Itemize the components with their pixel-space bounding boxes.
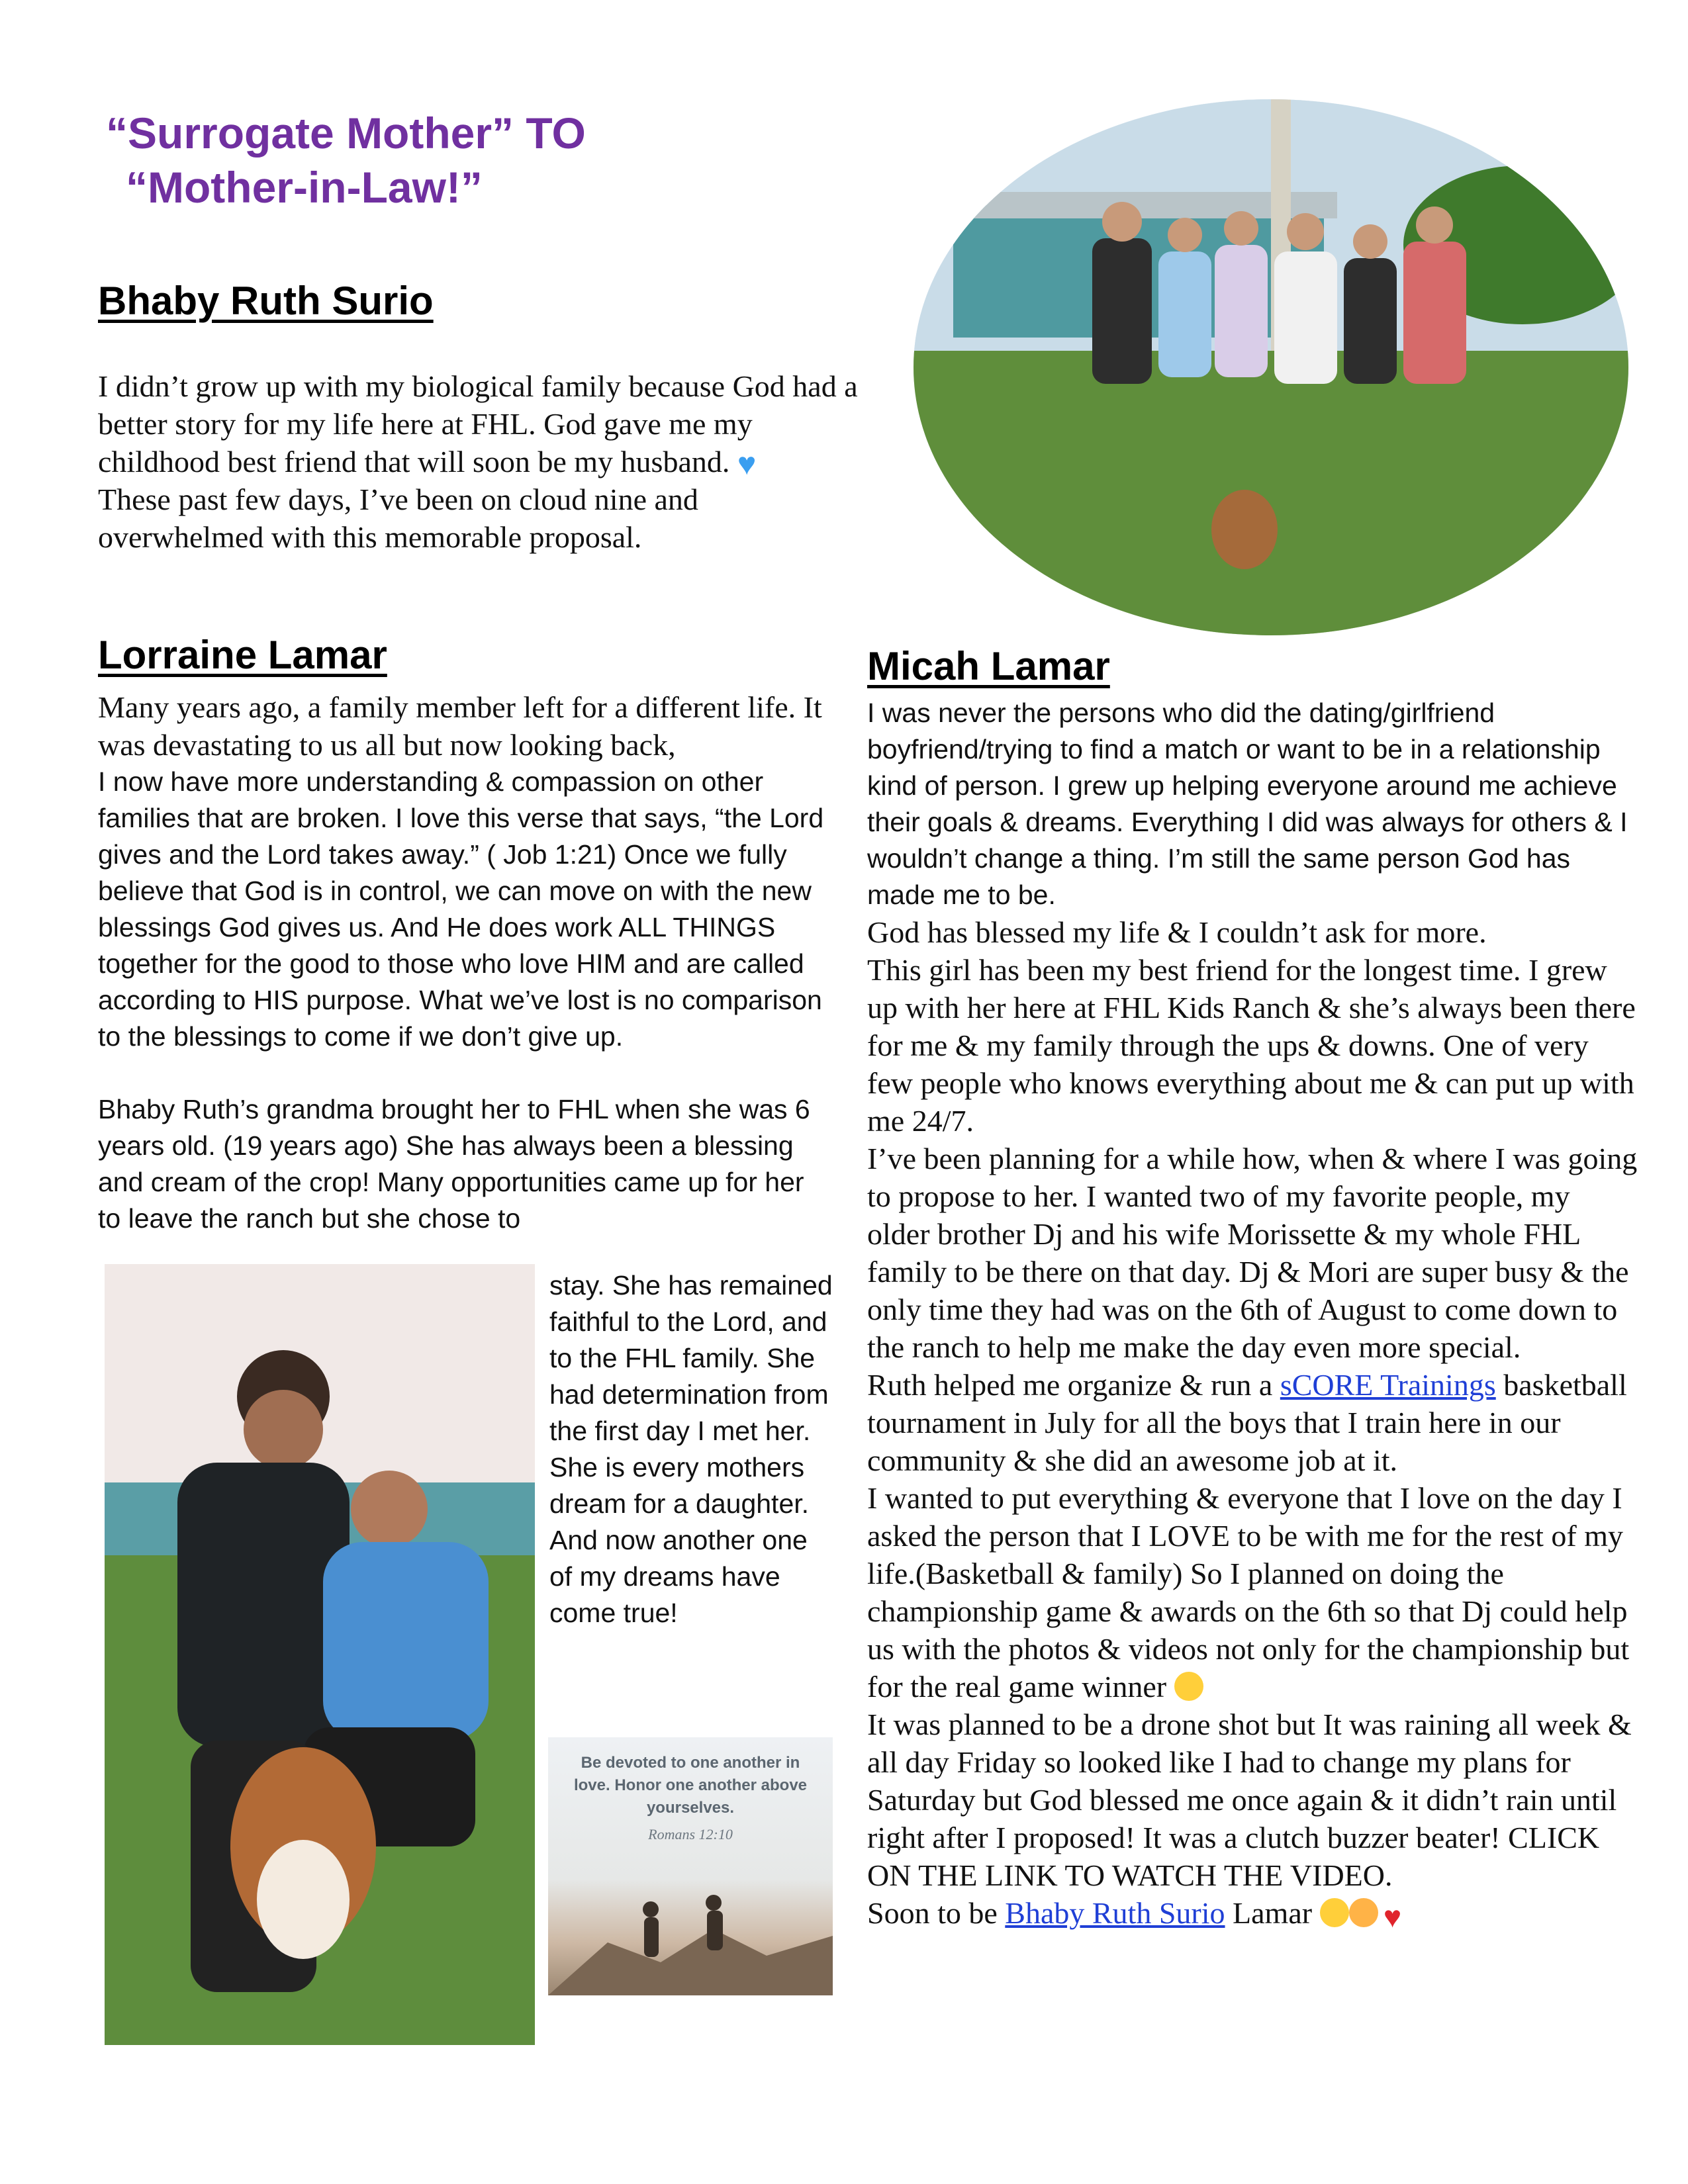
- red-heart-icon: ♥: [1383, 1900, 1402, 1934]
- title-line-1: “Surrogate Mother” TO: [106, 109, 586, 158]
- bhaby-paragraph-1: I didn’t grow up with my biological family because God had a better story for my life here at FHL. God gave me my childhood best friend that will soon be my husband. ♥: [98, 369, 858, 482]
- verse-reference: Romans 12:10: [648, 1826, 733, 1843]
- bhaby-paragraph-2: These past few days, I’ve been on cloud nine and overwhelmed with this memorable proposal.: [98, 482, 698, 554]
- smiling-hearts-face-icon: [1349, 1898, 1378, 1927]
- blue-heart-icon: ♥: [737, 447, 757, 482]
- kissing-face-icon: [1320, 1898, 1349, 1927]
- page-title: [106, 106, 586, 214]
- micah-closing: Soon to be Bhaby Ruth Surio Lamar ♥: [867, 1894, 1638, 1932]
- micah-heading: Micah Lamar: [867, 644, 1110, 688]
- micah-paragraph-4: I’ve been planning for a while how, when & where I was going to propose to her. I wanted two of my favorite people, my older brother Dj and his wife Morissette & my whole FHL family to be there on that day. Dj & Mori are super busy & the only time they had was on the 6th of August to come down to the ranch to help me make the day even more special.: [867, 1142, 1638, 1364]
- bhaby-ruth-surio-link[interactable]: Bhaby Ruth Surio: [1005, 1896, 1225, 1930]
- micah-paragraph-7: It was planned to be a drone shot but It was raining all week & all day Friday so looked like I had to change my plans for Saturday but God blessed me once again & it didn’t rain until right after I proposed! It was a clutch buzzer beater! CLICK ON THE LINK TO WATCH THE VIDEO.: [867, 1707, 1632, 1892]
- verse-text: Be devoted to one another in love. Honor one another above yourselves.: [573, 1754, 808, 1817]
- score-trainings-link[interactable]: sCORE Trainings: [1280, 1368, 1496, 1402]
- title-line-2: “Mother-in-Law!”: [126, 163, 483, 212]
- verse-card: [548, 1737, 833, 1995]
- lorraine-text: [98, 688, 833, 1237]
- bhaby-text: [98, 367, 866, 556]
- lorraine-heading: Lorraine Lamar: [98, 633, 387, 677]
- group-photo: [914, 99, 1628, 635]
- micah-text: [867, 695, 1638, 1932]
- lorraine-paragraph-2: Bhaby Ruth’s grandma brought her to FHL when she was 6 years old. (19 years ago) She has always been a blessing and cream of the crop! Many opportunities came up for her to leave the ranch but she chose to: [98, 1094, 810, 1234]
- laughing-face-icon: [1174, 1672, 1203, 1701]
- micah-paragraph-5: Ruth helped me organize & run a sCORE Trainings basketball tournament in July for all the boys that I train here in our community & she did an awesome job at it.: [867, 1368, 1627, 1477]
- micah-paragraph-6: I wanted to put everything & everyone that I love on the day I asked the person that I LOVE to be with me for the rest of my life.(Basketball & family) So I planned on doing the championship game & awards on the 6th so that Dj could help us with the photos & videos not only for the championship but for the real game winner: [867, 1481, 1630, 1704]
- couple-photo: [105, 1264, 535, 2045]
- group-photo-illustration: [914, 99, 1628, 635]
- micah-paragraph-1: I was never the persons who did the dating/girlfriend boyfriend/trying to find a match or want to be in a relationship kind of person. I grew up helping everyone around me achieve their goals & dreams. Everything I did was always for others & I wouldn’t change a thing. I’m still the same person God has made me to be.: [867, 698, 1628, 910]
- lorraine-paragraph-1-sans: I now have more understanding & compassion on other families that are broken. I love this verse that says, “the Lord gives and the Lord takes away.” ( Job 1:21) Once we fully believe that God is in control, we can move on with the new blessings God gives us. And He does work ALL THINGS together for the good to those who love HIM and are called according to HIS purpose. What we’ve lost is no comparison to the blessings to come if we don’t give up.: [98, 766, 824, 1052]
- lorraine-paragraph-2-wrap: stay. She has remained faithful to the Lord, and to the FHL family. She had determination from the first day I met her. She is every mothers dream for a daughter. And now another one of my dreams have come true!: [549, 1270, 833, 1628]
- verse-card-illustration: [548, 1883, 833, 1995]
- couple-photo-illustration: [105, 1264, 535, 2045]
- micah-paragraph-2: God has blessed my life & I couldn’t ask for more.: [867, 915, 1487, 949]
- bhaby-heading: Bhaby Ruth Surio: [98, 279, 434, 323]
- micah-paragraph-3: This girl has been my best friend for the longest time. I grew up with her here at FHL Kids Ranch & she’s always been there for me & my family through the ups & downs. One of very few people who knows everything about me & can put up with me 24/7.: [867, 953, 1636, 1138]
- lorraine-paragraph-1-serif: Many years ago, a family member left for a different life. It was devastating to us all but now looking back,: [98, 690, 822, 762]
